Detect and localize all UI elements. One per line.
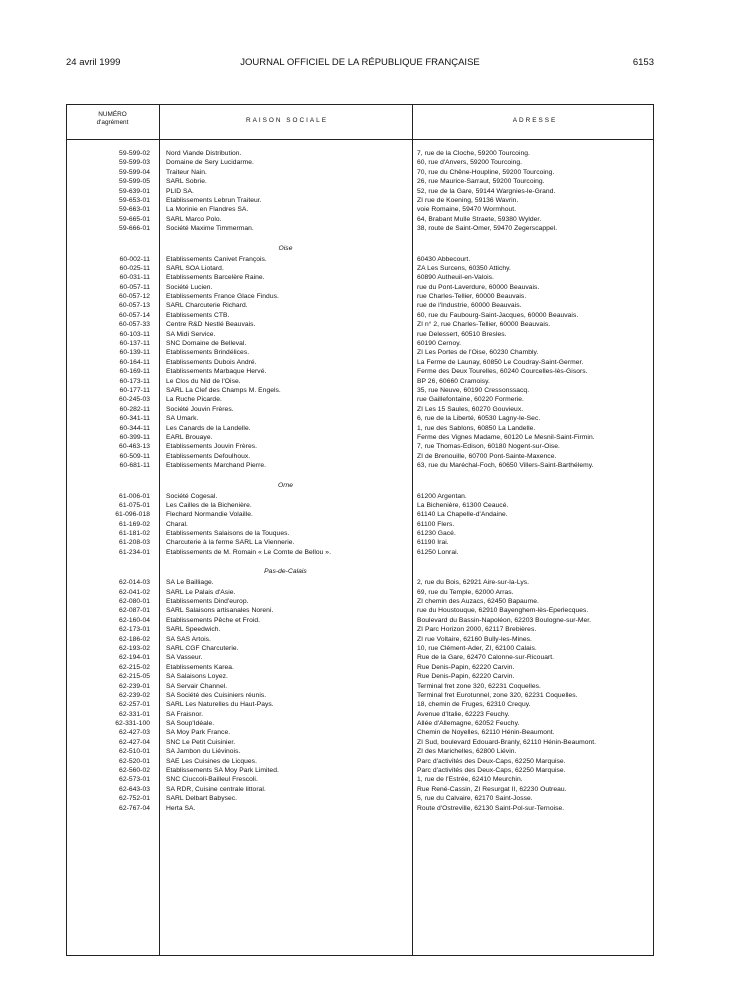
adresse: ZI n° 2, rue Charles-Tellier, 60000 Beauvais. — [417, 321, 551, 329]
raison-sociale: Traiteur Nain. — [166, 168, 207, 176]
raison-sociale: SARL Le Palais d'Asie. — [166, 588, 236, 596]
agrement-number: 62-193-02 — [119, 644, 150, 652]
agrement-number: 60-169-11 — [119, 368, 150, 376]
adresse: rue du Houstouque, 62910 Bayenghem-lès-Eperlecques. — [417, 607, 589, 615]
adresse: 61200 Argentan. — [417, 492, 467, 500]
adresse: voie Romaine, 59470 Wormhout. — [417, 206, 517, 214]
agrement-number: 60-177-11 — [119, 386, 150, 394]
adresse: Route d'Ostreville, 62130 Saint-Pol-sur-Ternoise. — [417, 804, 565, 812]
adresse: 61250 Lonrai. — [417, 548, 459, 556]
raison-sociale: Nord Viande Distribution. — [166, 150, 242, 157]
raison-sociale: SARL SOA Liotard. — [166, 264, 224, 272]
agrement-number: 62-752-01 — [119, 795, 150, 803]
agrement-number: 62-427-04 — [119, 738, 150, 746]
table-row — [67, 283, 653, 292]
adresse: ZA Les Surcens, 60350 Attichy. — [417, 264, 511, 272]
agrement-number: 62-186-02 — [119, 635, 150, 643]
raison-sociale: Etablissements de M. Romain « Le Comte de Bellou ». — [166, 548, 331, 556]
table-row — [67, 386, 653, 395]
agrement-number: 62-041-02 — [119, 588, 150, 596]
raison-sociale: Etablissements Pêche et Froid. — [166, 616, 261, 624]
table-row — [67, 653, 653, 662]
raison-sociale: SNC Ciuccoli-Bailleul Frescoli. — [166, 776, 258, 784]
agrement-number: 62-160-04 — [119, 616, 150, 624]
adresse: 64, Brabant Mulle Straete, 59380 Wylder. — [417, 215, 542, 223]
raison-sociale: SA Jambon du Liévinois. — [166, 748, 241, 756]
adresse: rue de l'Industrie, 60000 Beauvais. — [417, 302, 522, 310]
table-row — [67, 529, 653, 538]
table-row — [67, 330, 653, 339]
table-row — [67, 358, 653, 367]
adresse: rue Charles-Tellier, 60000 Beauvais. — [417, 293, 527, 301]
table-row — [67, 367, 653, 376]
agrement-number: 59-599-02 — [119, 150, 150, 157]
adresse: 35, rue Neuve, 60190 Cressonssacq. — [417, 386, 530, 394]
table-row — [67, 597, 653, 606]
raison-sociale: Etablissements Jouvin Frères. — [166, 443, 258, 451]
raison-sociale: Société Maxime Timmerman. — [166, 225, 254, 233]
raison-sociale: Herta SA. — [166, 804, 196, 812]
raison-sociale: La Ruche Picarde. — [166, 396, 222, 404]
table-row — [67, 691, 653, 700]
agrement-number: 60-399-11 — [119, 433, 150, 441]
raison-sociale: SA SAS Artois. — [166, 635, 211, 643]
raison-sociale: SA Moy Park France. — [166, 729, 231, 737]
adresse: ZI de Brenouille, 60700 Pont-Sainte-Maxence. — [417, 452, 557, 460]
adresse: 26, rue Maurice-Sarraut, 59200 Tourcoing. — [417, 178, 545, 186]
raison-sociale: Etablissements Brindélices. — [166, 349, 250, 357]
raison-sociale: SA Salaisons Loyez. — [166, 673, 228, 681]
raison-sociale: SA Servair Channel. — [166, 682, 228, 690]
adresse: ZI Parc Horizon 2000, 62117 Brebières. — [417, 626, 537, 634]
adresse: 5, rue du Calvaire, 62170 Saint-Josse. — [417, 795, 533, 803]
agrement-number: 62-215-05 — [119, 673, 150, 681]
agrement-number: 62-239-01 — [119, 682, 150, 690]
page-number: 6153 — [632, 57, 654, 68]
table-row — [67, 682, 653, 691]
raison-sociale: Flechard Normandie Volaille. — [166, 511, 253, 519]
adresse: Parc d'activités des Deux-Caps, 62250 Marquise. — [417, 757, 566, 765]
agrement-number: 62-087-01 — [119, 607, 150, 615]
table-row — [67, 433, 653, 442]
table-row — [67, 794, 653, 803]
adresse: 7, rue Thomas-Edison, 60180 Nogent-sur-Oise. — [417, 443, 560, 451]
agrement-number: 61-234-01 — [119, 548, 150, 556]
raison-sociale: Etablissements Dind'europ. — [166, 598, 249, 606]
agrement-table — [66, 104, 654, 956]
adresse: 1, rue des Sablons, 60850 La Landelle. — [417, 424, 536, 432]
raison-sociale: Etablissements Barcelère Raine. — [166, 274, 265, 282]
raison-sociale: SARL Marco Polo. — [166, 215, 222, 223]
department-heading — [67, 563, 653, 578]
table-row — [67, 510, 653, 519]
department-label: Oise — [278, 244, 293, 252]
table-row — [67, 452, 653, 461]
header-numero: NUMÉRO d'agrément — [96, 111, 129, 126]
table-row — [67, 520, 653, 529]
adresse: 70, rue du Chêne-Houpline, 59200 Tourcoing. — [417, 168, 555, 176]
table-row — [67, 606, 653, 615]
table-row — [67, 757, 653, 766]
adresse: 52, rue de la Gare, 59144 Wargnies-le-Grand. — [417, 187, 556, 195]
raison-sociale: SARL Salaisons artisanales Noreni. — [166, 607, 274, 615]
raison-sociale: SARL Speedwich. — [166, 626, 221, 634]
adresse: 69, rue du Temple, 62000 Arras. — [417, 588, 514, 596]
raison-sociale: EARL Brouaye. — [166, 433, 213, 441]
agrement-number: 60-139-11 — [119, 349, 150, 357]
table-row — [67, 414, 653, 423]
raison-sociale: SARL CGF Charcuterie. — [166, 644, 239, 652]
agrement-number: 60-057-14 — [119, 311, 150, 319]
table-row — [67, 320, 653, 329]
raison-sociale: Société Lucien. — [166, 283, 213, 291]
department-label: Orne — [277, 481, 294, 489]
agrement-number: 62-560-02 — [119, 767, 150, 775]
raison-sociale: SA Société des Cuisiniers réunis. — [166, 691, 267, 699]
table-row — [67, 177, 653, 186]
agrement-number: 61-075-01 — [119, 501, 150, 509]
adresse: rue du Pont-Laverdure, 60000 Beauvais. — [417, 283, 540, 291]
table-row — [67, 158, 653, 167]
adresse: 61230 Gacé. — [417, 530, 456, 538]
table-row — [67, 339, 653, 348]
table-row — [67, 255, 653, 264]
raison-sociale: SA RDR, Cuisine centrale littoral. — [166, 785, 266, 793]
agrement-number: 61-181-02 — [119, 530, 150, 538]
table-row — [67, 205, 653, 214]
adresse: 2, rue du Bois, 62921 Aire-sur-la-Lys. — [417, 579, 530, 587]
header-adresse: ADRESSE — [512, 117, 558, 124]
table-row — [67, 804, 653, 813]
page-header — [66, 57, 654, 69]
raison-sociale: SNC Le Petit Cuisinier. — [166, 738, 236, 746]
adresse: 63, rue du Maréchal-Foch, 60650 Villers-Saint-Barthélemy. — [417, 462, 594, 470]
table-row — [67, 672, 653, 681]
adresse: 61140 La Chapelle-d'Andaine. — [417, 511, 508, 519]
adresse: 38, route de Saint-Omer, 59470 Zegerscappel. — [417, 225, 558, 233]
raison-sociale: Etablissements Karea. — [166, 663, 234, 671]
department-label: Pas-de-Calais — [264, 568, 307, 576]
adresse: ZI Sud, boulevard Edouard-Branly, 62110 Hénin-Beaumont. — [417, 738, 597, 746]
agrement-number: 60-681-11 — [119, 462, 150, 470]
table-row — [67, 224, 653, 233]
raison-sociale: Etablissements Defoulhoux. — [166, 452, 251, 460]
raison-sociale: Les Canards de la Landelle. — [166, 424, 251, 432]
raison-sociale: SA Fraisnor. — [166, 710, 204, 718]
raison-sociale: Etablissements SA Moy Park Limited. — [166, 767, 279, 775]
adresse: ZI rue Voltaire, 62160 Bully-les-Mines. — [417, 635, 532, 643]
adresse: Avenue d'Italie, 62223 Feuchy. — [417, 710, 510, 718]
table-row — [67, 292, 653, 301]
department-heading — [67, 240, 653, 255]
agrement-number: 59-639-01 — [119, 187, 150, 195]
raison-sociale: SA Vasseur. — [166, 654, 203, 662]
adresse: 61190 Irai. — [417, 539, 449, 547]
table-row — [67, 578, 653, 587]
adresse: Ferme des Vignes Madame, 60120 Le Mesnil-Saint-Firmin. — [417, 433, 595, 441]
agrement-number: 60-341-11 — [119, 415, 150, 423]
adresse: 60, rue d'Anvers, 59200 Tourcoing. — [417, 159, 523, 167]
adresse: ZI Les Portes de l'Oise, 60230 Chambly. — [417, 349, 539, 357]
adresse: La Ferme de Launay, 60850 Le Coudray-Saint-Germer. — [417, 358, 584, 366]
raison-sociale: Etablissements Marbaque Hervé. — [166, 368, 267, 376]
adresse: ZI rue de Koening, 59136 Wavrin. — [417, 196, 519, 204]
table-row — [67, 405, 653, 414]
raison-sociale: Charal. — [166, 520, 188, 528]
raison-sociale: SA Umark. — [166, 415, 199, 423]
agrement-number: 62-215-02 — [119, 663, 150, 671]
table-row — [67, 168, 653, 177]
adresse: 60890 Autheuil-en-Valois. — [417, 274, 494, 282]
raison-sociale: Société Jouvin Frères. — [166, 405, 234, 413]
adresse: 1, rue de l'Estrée, 62410 Meurchin. — [417, 776, 523, 784]
raison-sociale: SARL Charcuterie Richard. — [166, 302, 248, 310]
raison-sociale: Domaine de Sery Lucidarme. — [166, 159, 254, 167]
adresse: ZI chemin des Auzacs, 62450 Bapaume. — [417, 598, 539, 606]
adresse: Terminal fret Eurotunnel, zone 320, 62231 Coquelles. — [417, 691, 578, 699]
agrement-number: 61-096-018 — [115, 511, 150, 519]
raison-sociale: Le Clos du Nid de l'Oise. — [166, 377, 241, 385]
raison-sociale: SAE Les Cuisines de Licques. — [166, 757, 257, 765]
agrement-number: 60-164-11 — [119, 358, 150, 366]
agrement-number: 60-137-11 — [119, 340, 150, 348]
agrement-number: 60-282-11 — [119, 405, 150, 413]
raison-sociale: Etablissements Salaisons de la Touques. — [166, 530, 290, 538]
table-row — [67, 149, 653, 158]
agrement-number: 62-194-01 — [119, 654, 150, 662]
agrement-number: 62-510-01 — [119, 748, 150, 756]
agrement-number: 60-173-11 — [119, 377, 150, 385]
raison-sociale: Centre R&D Nestlé Beauvais. — [166, 321, 256, 329]
agrement-number: 60-103-11 — [119, 330, 150, 338]
table-row — [67, 273, 653, 282]
adresse: 10, rue Clément-Ader, ZI, 62100 Calais. — [417, 644, 537, 652]
agrement-number: 62-014-03 — [119, 579, 150, 587]
raison-sociale: Charcuterie à la ferme SARL La Viennerie. — [166, 539, 295, 547]
table-row — [67, 348, 653, 357]
adresse: La Bichenière, 61300 Ceaucé. — [417, 501, 509, 509]
agrement-number: 59-653-01 — [119, 196, 150, 204]
raison-sociale: SARL Delbart Babysec. — [166, 795, 238, 803]
table-header — [67, 105, 653, 140]
header-raison-sociale: RAISON SOCIALE — [246, 117, 328, 124]
agrement-number: 59-599-05 — [119, 178, 150, 186]
raison-sociale: SARL Sobrie. — [166, 178, 207, 186]
agrement-number: 60-344-11 — [119, 424, 150, 432]
table-row — [67, 635, 653, 644]
adresse: Parc d'activités des Deux-Caps, 62250 Marquise. — [417, 767, 566, 775]
adresse: Rue René-Cassin, ZI Resurgat II, 62230 Outreau. — [417, 785, 567, 793]
agrement-number: 60-245-03 — [119, 396, 150, 404]
raison-sociale: SARL Les Naturelles du Haut-Pays. — [166, 701, 274, 709]
raison-sociale: Etablissements Lebrun Traiteur. — [166, 196, 262, 204]
adresse: 60, rue du Faubourg-Saint-Jacques, 60000 Beauvais. — [417, 311, 579, 319]
raison-sociale: SARL La Clef des Champs M. Engels. — [166, 386, 281, 394]
table-row — [67, 461, 653, 470]
adresse: ZI Les 15 Saules, 60270 Gouvieux. — [417, 405, 524, 413]
adresse: Rue de la Gare, 62470 Calonne-sur-Ricouart. — [417, 654, 555, 662]
raison-sociale: SA Le Bailliage. — [166, 579, 214, 587]
table-row — [67, 700, 653, 709]
agrement-number: 60-463-13 — [119, 443, 150, 451]
agrement-number: 62-767-04 — [119, 804, 150, 812]
agrement-number: 61-169-02 — [119, 520, 150, 528]
agrement-number: 60-057-12 — [119, 293, 150, 301]
table-row — [67, 728, 653, 737]
table-row — [67, 766, 653, 775]
agrement-number: 59-666-01 — [119, 225, 150, 233]
raison-sociale: Les Cailles de la Bichenière. — [166, 501, 252, 509]
table-row — [67, 538, 653, 547]
adresse: Allée d'Allemagne, 62052 Feuchy. — [417, 720, 520, 728]
issue-date: 24 avril 1999 — [66, 57, 121, 68]
table-row — [67, 785, 653, 794]
adresse: 7, rue de la Cloche, 59200 Tourcoing. — [417, 150, 530, 157]
adresse: 6, rue de la Liberté, 60530 Lagny-le-Sec. — [417, 415, 541, 423]
table-row — [67, 663, 653, 672]
table-row — [67, 719, 653, 728]
table-row — [67, 710, 653, 719]
agrement-number: 60-509-11 — [119, 452, 150, 460]
agrement-number: 59-599-04 — [119, 168, 150, 176]
journal-title: JOURNAL OFFICIEL DE LA RÉPUBLIQUE FRANÇAISE — [240, 57, 480, 68]
agrement-number: 60-002-11 — [119, 255, 150, 263]
adresse: 60430 Abbecourt. — [417, 255, 471, 263]
raison-sociale: Société Cogesal. — [166, 492, 218, 500]
adresse: rue Delessert, 60510 Bresles. — [417, 330, 507, 338]
adresse: Chemin de Noyelles, 62110 Hénin-Beaumont. — [417, 729, 555, 737]
table-row — [67, 775, 653, 784]
agrement-number: 60-057-13 — [119, 302, 150, 310]
raison-sociale: SA Midi Service. — [166, 330, 216, 338]
agrement-number: 60-057-11 — [119, 283, 150, 291]
adresse: Terminal fret zone 320, 62231 Coquelles. — [417, 682, 541, 690]
adresse: Boulevard du Bassin-Napoléon, 62203 Boulogne-sur-Mer. — [417, 616, 592, 624]
adresse: rue Gaillefontaine, 60220 Formerie. — [417, 396, 524, 404]
adresse: Rue Denis-Papin, 62220 Carvin. — [417, 663, 515, 671]
table-row — [67, 264, 653, 273]
table-row — [67, 424, 653, 433]
agrement-number: 62-331-01 — [119, 710, 150, 718]
agrement-number: 60-025-11 — [119, 264, 150, 272]
adresse: Ferme des Deux Tourelles, 60240 Courcelles-lès-Gisors. — [417, 368, 588, 376]
table-row — [67, 196, 653, 205]
table-body — [67, 149, 653, 813]
agrement-number: 62-257-01 — [119, 701, 150, 709]
agrement-number: 59-663-01 — [119, 206, 150, 214]
agrement-number: 61-208-03 — [119, 539, 150, 547]
table-row — [67, 215, 653, 224]
table-row — [67, 548, 653, 557]
adresse: 18, chemin de Fruges, 62310 Crequy. — [417, 701, 531, 709]
raison-sociale: Etablissements Marchand Pierre. — [166, 462, 267, 470]
table-row — [67, 588, 653, 597]
raison-sociale: SNC Domaine de Belleval. — [166, 340, 247, 348]
adresse: ZI des Marichelles, 62800 Liévin. — [417, 748, 517, 756]
raison-sociale: Etablissements France Glace Findus. — [166, 293, 279, 301]
adresse: BP 26, 60660 Cramoisy. — [417, 377, 490, 385]
agrement-number: 62-520-01 — [119, 757, 150, 765]
adresse: 61100 Flers. — [417, 520, 455, 528]
raison-sociale: SA Soup'Idéale. — [166, 720, 215, 728]
agrement-number: 62-331-100 — [115, 720, 150, 728]
table-row — [67, 616, 653, 625]
adresse: 60190 Cernoy. — [417, 340, 462, 348]
agrement-number: 59-665-01 — [119, 215, 150, 223]
table-row — [67, 492, 653, 501]
agrement-number: 62-573-01 — [119, 776, 150, 784]
agrement-number: 60-057-33 — [119, 321, 150, 329]
table-row — [67, 644, 653, 653]
table-row — [67, 747, 653, 756]
raison-sociale: Etablissements CTB. — [166, 311, 230, 319]
raison-sociale: PLID SA. — [166, 187, 194, 195]
agrement-number: 62-080-01 — [119, 598, 150, 606]
agrement-number: 62-643-03 — [119, 785, 150, 793]
agrement-number: 59-599-03 — [119, 159, 150, 167]
raison-sociale: Etablissements Canivet François. — [166, 255, 267, 263]
raison-sociale: Etablissements Dubois André. — [166, 358, 257, 366]
table-row — [67, 187, 653, 196]
raison-sociale: La Morinie en Flandres SA. — [166, 206, 249, 214]
agrement-number: 62-173-01 — [119, 626, 150, 634]
agrement-number: 60-031-11 — [119, 274, 150, 282]
table-row — [67, 625, 653, 634]
table-row — [67, 395, 653, 404]
department-heading — [67, 477, 653, 492]
table-row — [67, 311, 653, 320]
adresse: Rue Denis-Papin, 62220 Carvin. — [417, 673, 515, 681]
agrement-number: 62-239-02 — [119, 691, 150, 699]
table-row — [67, 301, 653, 310]
table-row — [67, 738, 653, 747]
table-row — [67, 501, 653, 510]
agrement-number: 61-006-01 — [119, 492, 150, 500]
table-row — [67, 442, 653, 451]
table-row — [67, 377, 653, 386]
agrement-number: 62-427-03 — [119, 729, 150, 737]
